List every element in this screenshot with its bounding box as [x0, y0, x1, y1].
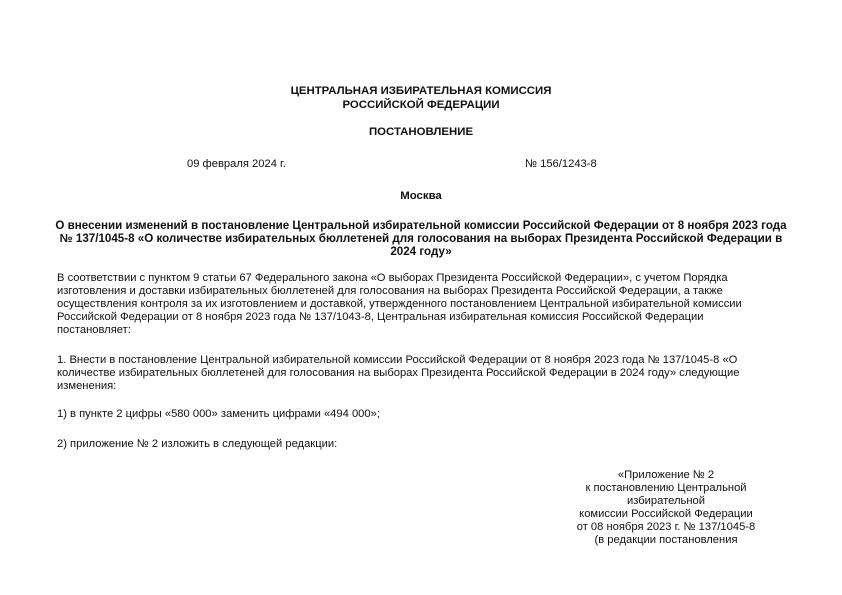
item-1-subitem-2: 2) приложение № 2 изложить в следующей редакции: — [57, 438, 338, 450]
org-name-line-2: РОССИЙСКОЙ ФЕДЕРАЦИИ — [342, 99, 500, 111]
document-date: 09 февраля 2024 г. — [187, 158, 286, 170]
appendix-line-3: избирательной — [627, 495, 705, 507]
appendix-line-5: от 08 ноября 2023 г. № 137/1045-8 — [576, 521, 756, 533]
document-number: № 156/1243-8 — [525, 158, 597, 170]
appendix-line-6: (в редакции постановления — [594, 534, 738, 546]
org-name-line-1: ЦЕНТРАЛЬНАЯ ИЗБИРАТЕЛЬНАЯ КОМИССИЯ — [290, 85, 552, 97]
document-type: ПОСТАНОВЛЕНИЕ — [368, 126, 474, 138]
preamble-paragraph: В соответствии с пунктом 9 статьи 67 Федерального закона «О выборах Президента Российской Федерации», с учетом Порядка изготовления и доставки избирательных бюллетеней для голосования на выборах Президента Российской Федерации, а также осуществления контроля за их изготовлением и доставкой, утвержденного постановлением Центральной избирательной комиссии Российской Федерации от 8 ноября 2023 года № 137/1043-8, Центральная избирательная комиссия Российской Федерации постановляет: — [57, 272, 742, 336]
document-city: Москва — [400, 190, 442, 202]
appendix-header — [560, 469, 772, 547]
title-line-2: № 137/1045-8 «О количестве избирательных бюллетеней для голосования на выборах Президента Российской Федерации в — [59, 232, 783, 245]
title-line-3: 2024 году» — [390, 245, 452, 258]
item-1-subitem-1: 1) в пункте 2 цифры «580 000» заменить цифрами «494 000»; — [57, 408, 380, 420]
title-line-1: О внесении изменений в постановление Центральной избирательной комиссии Российской Федерации от 8 ноября 2023 года — [55, 219, 787, 232]
document-title — [50, 219, 792, 258]
issuing-organization — [0, 84, 842, 112]
appendix-line-2: к постановлению Центральной — [585, 482, 747, 494]
item-1-paragraph: 1. Внести в постановление Центральной избирательной комиссии Российской Федерации от 8 ноября 2023 года № 137/1045-8 «О количестве избирательных бюллетеней для голосования на выборах Президента Российской Федерации в 2024 году» следующие изменения: — [57, 354, 740, 392]
appendix-line-1: «Приложение № 2 — [617, 469, 715, 481]
appendix-line-4: комиссии Российской Федерации — [579, 508, 753, 520]
